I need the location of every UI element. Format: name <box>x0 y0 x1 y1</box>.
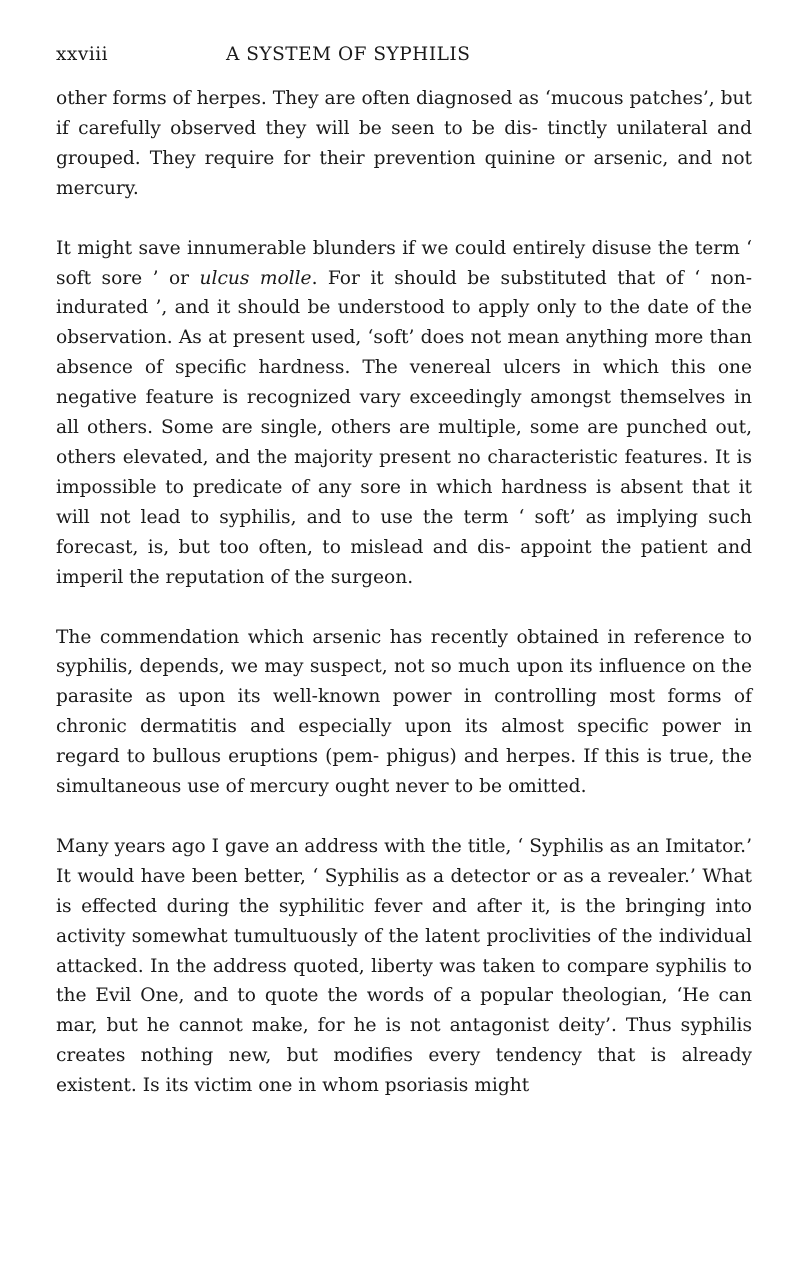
paragraph-imitator: Many years ago I gave an address with the title, ‘ Syphilis as an Imitator.’ It would have been better, ‘ Syphilis as a detector or as a revealer.’ What is effected during the syphilitic fever and after it, is the bringing into activity somewhat tumultuously of the latent proclivities of the individual attacked. In the address quoted, liberty was taken to compare syphilis to the Evil One, and to quote the words of a popular theologian, ‘He can mar, but he cannot make, for he is not antagonist deity’. Thus syphilis creates nothing new, but modifies every tendency that is already existent. Is its victim one in whom psoriasis might <box>56 835 752 1097</box>
page-number: xxviii <box>56 44 109 65</box>
paragraph-soft-sore-part1: It might save innumerable blunders if we could entirely disuse the term ‘ soft sore ’ or <box>56 237 752 289</box>
running-head <box>56 44 752 72</box>
ulcus-molle-term: ulcus molle <box>199 267 312 289</box>
paragraph-soft-sore-part2: . For it should be substituted that of ‘ non-indurated ’, and it should be understood to apply only to the date of the observation. As at present used, ‘soft’ does not mean anything more than absence of specific hardness. The venereal ulcers in which this one negative feature is recognized vary exceedingly amongst themselves in all others. Some are single, others are multiple, some are punched out, others elevated, and the majority present no characteristic features. It is impossible to predicate of any sore in which hardness is absent that it will not lead to syphilis, and to use the term ‘ soft’ as implying such forecast, is, but too often, to mislead and dis- appoint the patient and imperil the reputation of the surgeon. <box>56 267 752 588</box>
paragraph-herpes: other forms of herpes. They are often diagnosed as ‘mucous patches’, but if carefully observed they will be seen to be dis- tinctly unilateral and grouped. They require for their prevention quinine or arsenic, and not mercury. <box>56 88 752 199</box>
paragraph-soft-sore <box>56 234 752 593</box>
running-title: A SYSTEM OF SYPHILIS <box>226 44 471 65</box>
paragraph-arsenic: The commendation which arsenic has recently obtained in reference to syphilis, depends, we may suspect, not so much upon its influence on the parasite as upon its well-known power in controlling most forms of chronic dermatitis and especially upon its almost specific power in regard to bullous eruptions (pem- phigus) and herpes. If this is true, the simultaneous use of mercury ought never to be omitted. <box>56 626 752 798</box>
body-text <box>56 84 752 1101</box>
book-page <box>56 44 752 1101</box>
